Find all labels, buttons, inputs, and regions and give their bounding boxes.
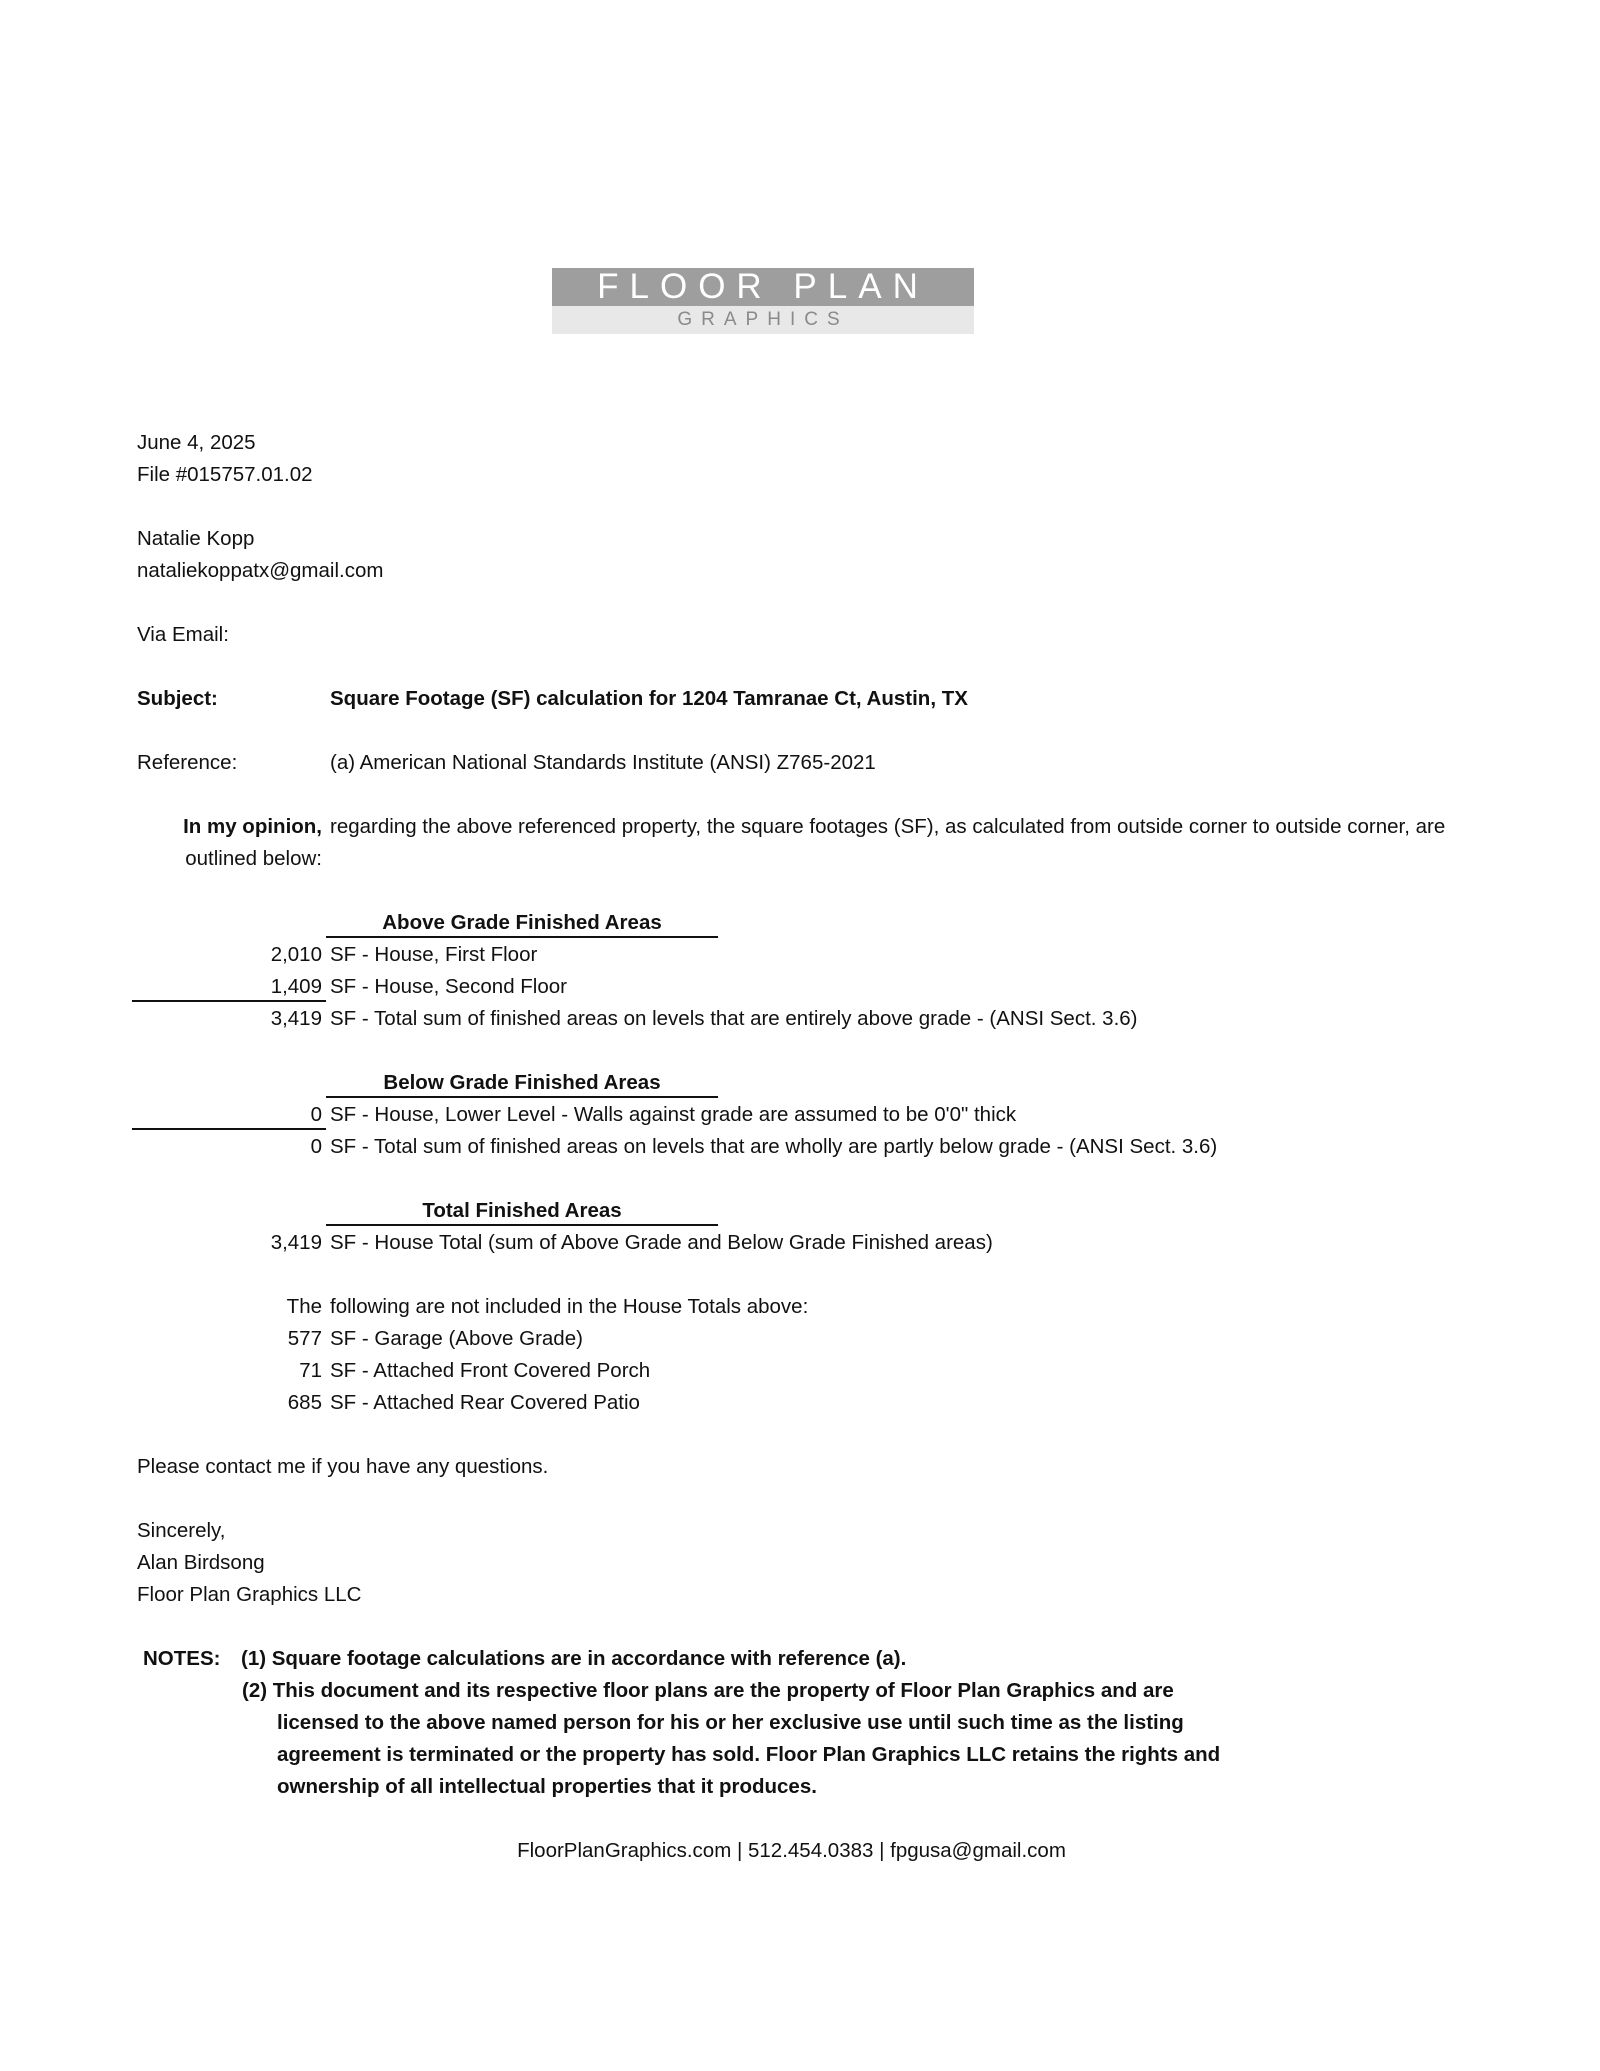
- above-grade-total-desc: SF - Total sum of finished areas on levels that are entirely above grade - (ANSI Sect. 3.6): [330, 1007, 1138, 1030]
- note-2-line-4: ownership of all intellectual properties that it produces.: [277, 1775, 817, 1798]
- note-2-line-2: licensed to the above named person for his or her exclusive use until such time as the listing: [277, 1711, 1184, 1734]
- rear-patio-desc: SF - Attached Rear Covered Patio: [330, 1391, 640, 1414]
- below-grade-value-1: 0: [310, 1103, 322, 1126]
- subject-label: Subject:: [137, 687, 218, 710]
- below-grade-desc-1: SF - House, Lower Level - Walls against grade are assumed to be 0'0" thick: [330, 1103, 1017, 1126]
- above-grade-desc-1: SF - House, First Floor: [330, 943, 538, 966]
- garage-desc: SF - Garage (Above Grade): [330, 1327, 583, 1350]
- company-logo: [552, 268, 974, 334]
- rear-patio-value: 685: [287, 1391, 322, 1414]
- client-name: Natalie Kopp: [137, 527, 255, 550]
- sincerely: Sincerely,: [137, 1519, 226, 1542]
- opinion-label: In my opinion,: [183, 815, 322, 838]
- below-grade-sum-rule: [132, 1128, 326, 1130]
- reference-text: (a) American National Standards Institute (ANSI) Z765-2021: [330, 751, 876, 774]
- above-grade-value-1: 2,010: [270, 943, 322, 966]
- front-porch-value: 71: [299, 1359, 322, 1382]
- via-label: Via Email:: [137, 623, 229, 646]
- opinion-label-2: outlined below:: [185, 847, 322, 870]
- logo-line-1: FLOOR PLAN: [552, 268, 974, 306]
- house-total-desc: SF - House Total (sum of Above Grade and Below Grade Finished areas): [330, 1231, 993, 1254]
- excluded-label: The: [286, 1295, 322, 1318]
- reference-label: Reference:: [137, 751, 238, 774]
- footer-contact: FloorPlanGraphics.com | 512.454.0383 | fpgusa@gmail.com: [517, 1839, 1066, 1862]
- note-1: (1) Square footage calculations are in accordance with reference (a).: [241, 1647, 907, 1670]
- note-2-line-1: (2) This document and its respective floor plans are the property of Floor Plan Graphics and are: [242, 1679, 1174, 1702]
- above-grade-desc-2: SF - House, Second Floor: [330, 975, 567, 998]
- note-2-line-3: agreement is terminated or the property has sold. Floor Plan Graphics LLC retains the rights and: [277, 1743, 1221, 1766]
- above-grade-sum-rule: [132, 1000, 326, 1002]
- notes-label: NOTES:: [143, 1647, 221, 1670]
- below-grade-total-value: 0: [310, 1135, 322, 1158]
- below-grade-total-desc: SF - Total sum of finished areas on levels that are wholly are partly below grade - (ANSI Sect. 3.6): [330, 1135, 1218, 1158]
- above-grade-total-value: 3,419: [270, 1007, 322, 1030]
- above-grade-heading: Above Grade Finished Areas: [382, 911, 662, 934]
- signer-name: Alan Birdsong: [137, 1551, 265, 1574]
- house-total-value: 3,419: [270, 1231, 322, 1254]
- above-grade-value-2: 1,409: [270, 975, 322, 998]
- garage-value: 577: [287, 1327, 322, 1350]
- total-heading-rule: [326, 1224, 718, 1226]
- front-porch-desc: SF - Attached Front Covered Porch: [330, 1359, 651, 1382]
- signer-company: Floor Plan Graphics LLC: [137, 1583, 362, 1606]
- subject-text: Square Footage (SF) calculation for 1204 Tamranae Ct, Austin, TX: [330, 687, 968, 710]
- opinion-text: regarding the above referenced property, the square footages (SF), as calculated from outside corner to outside corner, are: [330, 815, 1446, 838]
- logo-line-2: GRAPHICS: [552, 306, 974, 334]
- below-grade-heading: Below Grade Finished Areas: [383, 1071, 661, 1094]
- total-heading: Total Finished Areas: [422, 1199, 622, 1222]
- letter-date: June 4, 2025: [137, 431, 256, 454]
- above-grade-heading-rule: [326, 936, 718, 938]
- below-grade-heading-rule: [326, 1096, 718, 1098]
- file-number: File #015757.01.02: [137, 463, 313, 486]
- excluded-text: following are not included in the House Totals above:: [330, 1295, 809, 1318]
- client-email: nataliekoppatx@gmail.com: [137, 559, 384, 582]
- contact-line: Please contact me if you have any questions.: [137, 1455, 549, 1478]
